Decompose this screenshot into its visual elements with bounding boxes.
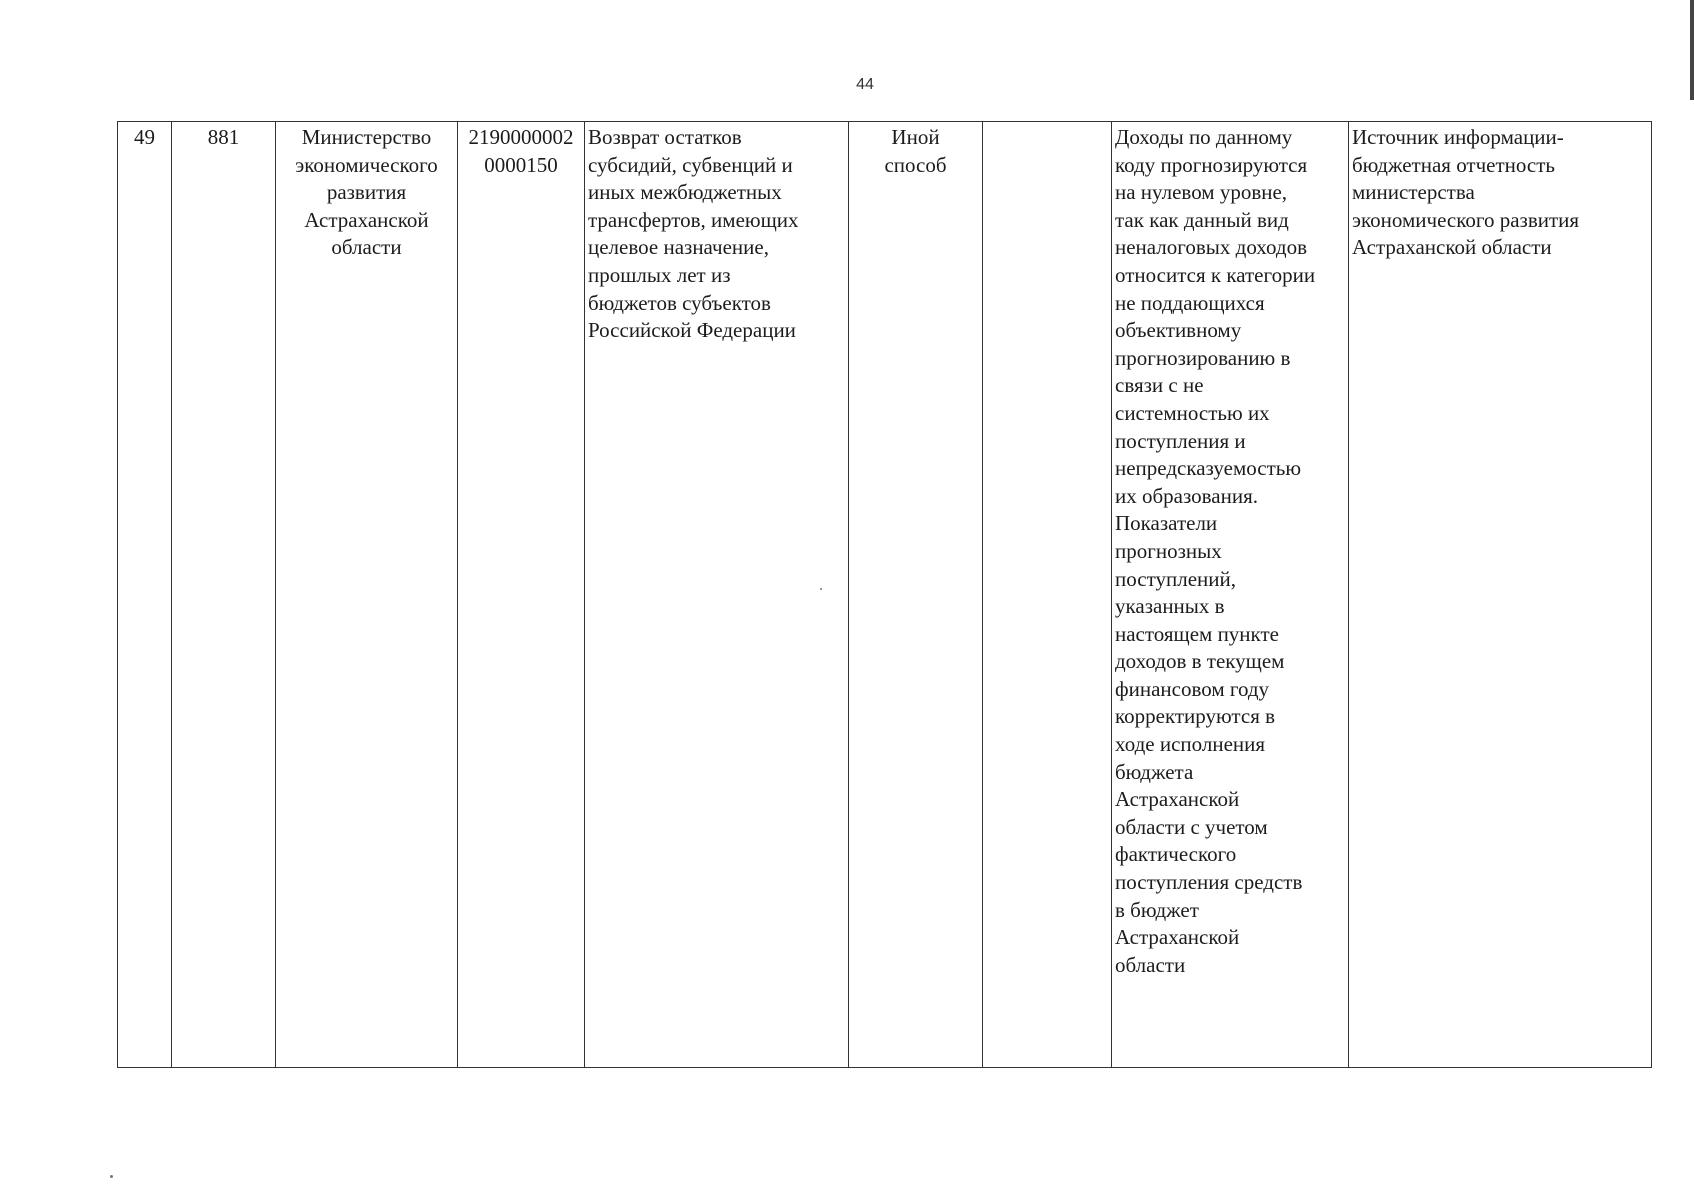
scan-speck	[110, 1175, 113, 1178]
info-source-cell: Источник информации- бюджетная отчетность министерства экономического развития Астраханской области	[1349, 122, 1652, 1068]
scan-edge-mark	[1690, 0, 1694, 100]
row-number-cell: 49	[118, 122, 172, 1068]
administrator-cell: Министерство экономического развития Астраханской области	[276, 122, 458, 1068]
kbk-code-cell: 2190000002 0000150	[458, 122, 585, 1068]
table-row	[118, 122, 1652, 1068]
admin-code-cell: 881	[172, 122, 276, 1068]
method-cell: Иной способ	[849, 122, 983, 1068]
income-forecast-table	[117, 121, 1652, 1068]
page-number: 44	[856, 76, 874, 93]
algorithm-cell: Доходы по данному коду прогнозируются на нулевом уровне, так как данный вид неналоговых доходов относится к категории не поддающихся объективному прогнозированию в связи с не системностью их поступления и непредсказуемостью их образования. Показатели прогнозных поступлений, указанных в настоящем пункте доходов в текущем финансовом году корректируются в ходе исполнения бюджета Астраханской области с учетом фактического поступления средств в бюджет Астраханской области	[1112, 122, 1349, 1068]
income-name-cell: Возврат остатков субсидий, субвенций и иных межбюджетных трансфертов, имеющих целевое назначение, прошлых лет из бюджетов субъектов Российской Федерации	[585, 122, 849, 1068]
formula-cell	[983, 122, 1112, 1068]
